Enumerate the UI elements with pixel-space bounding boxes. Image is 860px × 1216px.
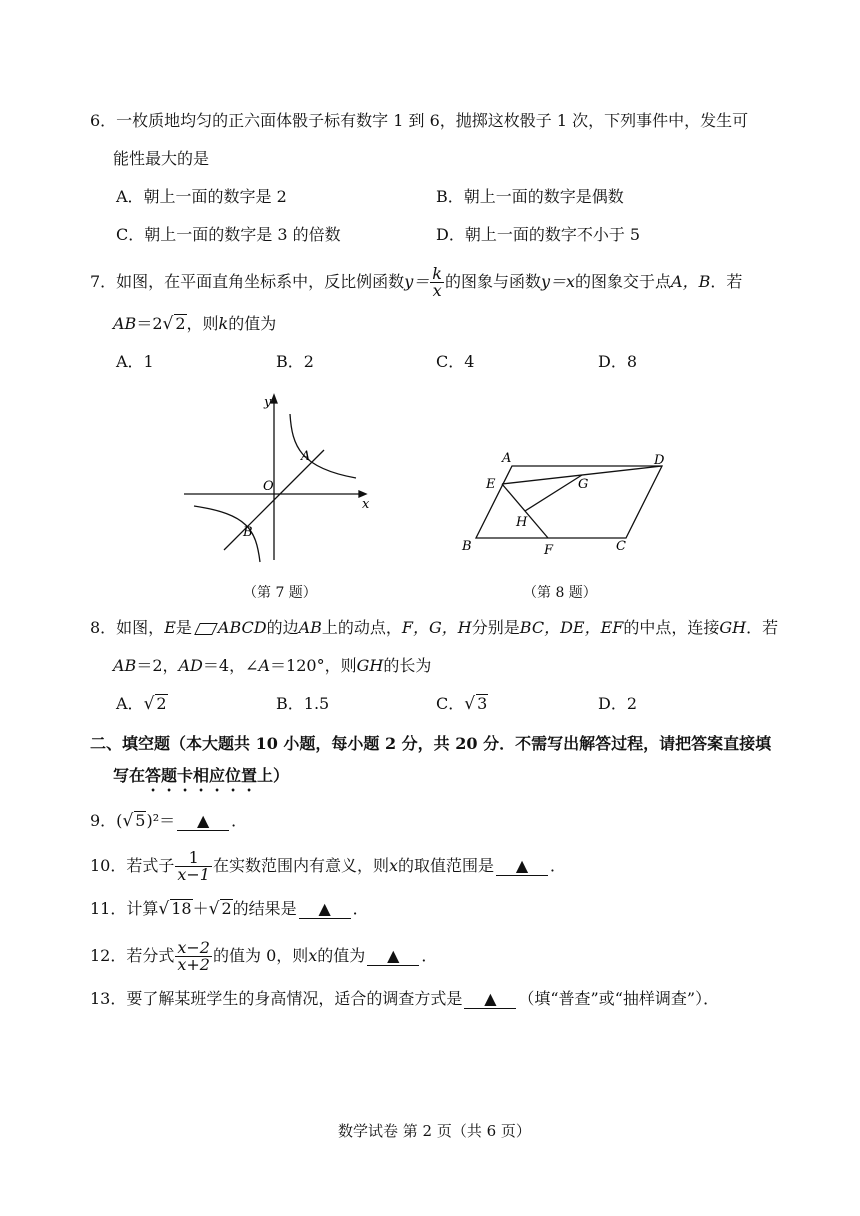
q7-eq: ＝2 bbox=[136, 314, 163, 333]
section2-heading-line1: 二、填空题（本大题共 10 小题，每小题 2 分，共 20 分．不需写出解答过程，请把答案直接填 bbox=[90, 734, 772, 753]
q7-y-eq: y＝ bbox=[404, 272, 430, 291]
q9-answer-blank[interactable]: ▲ bbox=[177, 812, 229, 831]
q7-frac-num: k bbox=[432, 264, 442, 283]
q8-option-b: B．1.5 bbox=[276, 694, 330, 713]
q7-frac-den: x bbox=[432, 281, 442, 300]
fig8-caption: （第 8 题） bbox=[523, 585, 597, 601]
q12-answer-blank[interactable]: ▲ bbox=[367, 947, 419, 966]
q6-option-d: D．朝上一面的数字不小于 5 bbox=[436, 225, 641, 244]
q13-answer-blank[interactable]: ▲ bbox=[464, 990, 516, 1009]
fig7-label-a: A bbox=[301, 449, 311, 464]
hyperbola-branch-1 bbox=[290, 414, 356, 478]
fig7-label-x: x bbox=[362, 497, 370, 512]
fig8-label-d: D bbox=[654, 453, 665, 468]
q7-fraction bbox=[430, 266, 444, 299]
fig7-label-b: B bbox=[243, 525, 253, 540]
q8-option-d: D．2 bbox=[598, 694, 638, 713]
q9: 9．(√ 5)²＝ ▲ ． bbox=[90, 811, 248, 831]
q6-option-b: B．朝上一面的数字是偶数 bbox=[436, 187, 624, 206]
section2-dotted-text: 答题卡相应位置 bbox=[145, 766, 258, 785]
q10-fraction: $\frac{1}{x-1}$ bbox=[177, 848, 210, 884]
q8-line2: AB＝2，AD＝4，∠A＝120°，则GH的长为 bbox=[113, 656, 432, 675]
q7-stem-post: 的图象交于点 bbox=[575, 272, 672, 291]
q7-stem-mid: 的图象与函数 bbox=[444, 272, 541, 291]
fig8-label-a: A bbox=[502, 451, 512, 466]
q7-option-b: B．2 bbox=[276, 352, 314, 371]
q10: 10．若式子 $\frac{1}{x-1}$ 在实数范围内有意义，则x的取值范围是 ▲ ． bbox=[90, 848, 567, 884]
fig8-label-c: C bbox=[616, 539, 626, 554]
q11: 11．计算√ 18＋√ 2的结果是 ▲ ． bbox=[90, 899, 369, 919]
q7-option-c: C．4 bbox=[436, 352, 475, 371]
q6-line1: 6．一枚质地均匀的正六面体骰子标有数字 1 到 6，抛掷这枚骰子 1 次，下列事件中，发生可 bbox=[90, 111, 749, 130]
parallelogram-symbol bbox=[194, 623, 218, 635]
q7-line1 bbox=[90, 266, 742, 299]
q7-ab: AB bbox=[113, 314, 137, 333]
q7-option-a: A．1 bbox=[116, 352, 154, 371]
fig8-label-b: B bbox=[462, 539, 472, 554]
q7-k: k bbox=[218, 314, 229, 333]
q7-y-eq-x: y＝x bbox=[540, 272, 576, 291]
q7-option-d: D．8 bbox=[598, 352, 638, 371]
fig8-label-e: E bbox=[486, 477, 496, 492]
q7-points: A，B bbox=[671, 272, 711, 291]
q12: 12．若分式 $\frac{x-2}{x+2}$ 的值为 0，则x的值为 ▲ ． bbox=[90, 938, 438, 974]
section2-heading-line2: 写在答题卡相应位置上） bbox=[113, 766, 290, 785]
q6-option-c: C．朝上一面的数字是 3 的倍数 bbox=[116, 225, 341, 244]
q6-option-a: A．朝上一面的数字是 2 bbox=[116, 187, 287, 206]
fig8-label-g: G bbox=[578, 477, 589, 492]
q7-stem-pre: 7．如图，在平面直角坐标系中，反比例函数 bbox=[90, 272, 405, 291]
q8-option-a: A．√ 2 bbox=[116, 694, 167, 714]
q11-answer-blank[interactable]: ▲ bbox=[299, 900, 351, 919]
q8-option-c: C．√ 3 bbox=[436, 694, 488, 714]
q7-stem-end: ．若 bbox=[710, 272, 743, 291]
q7-line2 bbox=[113, 313, 276, 335]
q7-sqrt-radicand: 2 bbox=[175, 314, 186, 333]
fig7-caption: （第 7 题） bbox=[243, 585, 317, 601]
figure-8 bbox=[456, 446, 676, 562]
figure-7 bbox=[176, 388, 376, 568]
q13: 13．要了解某班学生的身高情况，适合的调查方式是 ▲ （填“普查”或“抽样调查”）． bbox=[90, 989, 720, 1008]
radical-sign: √ bbox=[162, 314, 174, 334]
fig8-label-f: F bbox=[544, 543, 554, 558]
q7-end: 的值为 bbox=[228, 314, 277, 333]
page-footer: 数学试卷 第 2 页（共 6 页） bbox=[338, 1122, 531, 1140]
q6-line2: 能性最大的是 bbox=[113, 149, 210, 168]
q12-fraction: $\frac{x-2}{x+2}$ bbox=[177, 938, 210, 974]
q7-rest: ，则 bbox=[186, 314, 219, 333]
q8-line1: 8．如图，E是 ABCD的边AB上的动点，F，G，H分别是BC，DE，EF的中点，连接GH．若 bbox=[90, 618, 779, 637]
fig7-label-o: O bbox=[263, 479, 274, 494]
y-axis-arrow bbox=[271, 395, 277, 403]
fig7-label-y: y bbox=[264, 395, 272, 410]
q10-answer-blank[interactable]: ▲ bbox=[496, 857, 548, 876]
fig8-label-h: H bbox=[516, 515, 528, 530]
